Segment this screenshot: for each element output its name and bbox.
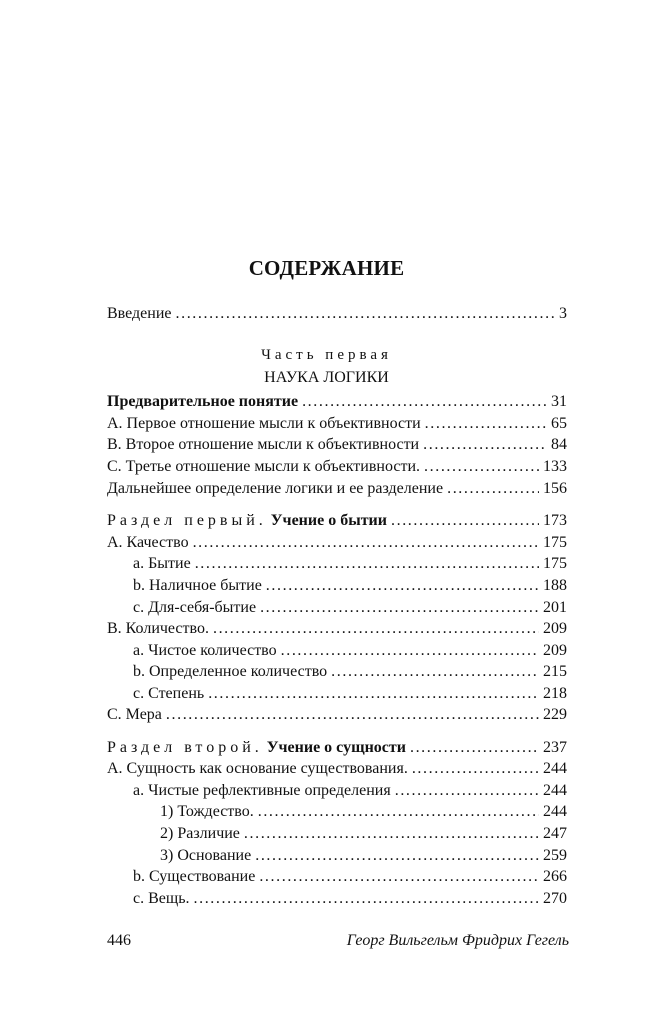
dot-leader <box>259 866 539 888</box>
page-number: 446 <box>107 932 131 949</box>
toc-section-being <box>107 510 567 532</box>
toc-entry-page: 229 <box>543 706 567 723</box>
toc-entry <box>160 823 567 845</box>
dot-leader <box>193 532 539 554</box>
dot-leader <box>424 456 539 478</box>
toc-entry-label: c. Вещь. <box>133 890 190 907</box>
toc-entry-page: 270 <box>543 890 567 907</box>
dot-leader <box>331 661 539 683</box>
toc-entry-label: Предварительное понятие <box>107 393 299 410</box>
toc-entry-page: 209 <box>543 620 567 637</box>
toc-entry-page: 31 <box>551 393 567 410</box>
toc-entry-page: 237 <box>543 739 567 756</box>
toc-entry-page: 84 <box>551 436 567 453</box>
toc-entry-label: b. Существование <box>133 868 256 885</box>
toc-entry <box>107 456 567 478</box>
section-prefix: Раздел первый. <box>107 512 267 529</box>
toc-entry-label: a. Чистые рефлективные определения <box>133 782 391 799</box>
part-heading: Часть первая <box>261 347 392 363</box>
toc-entry <box>107 434 567 456</box>
toc-entry <box>133 888 567 910</box>
toc-entry-label: C. Мера <box>107 706 162 723</box>
toc-entry-label: 2) Различие <box>160 825 240 842</box>
dot-leader <box>213 618 539 640</box>
toc-entry-label: Дальнейшее определение логики и ее разделение <box>107 480 444 497</box>
toc-entry-label: a. Чистое количество <box>133 642 277 659</box>
toc-entry <box>133 640 567 662</box>
toc-section-essence <box>107 737 567 759</box>
toc-entry-label: A. Качество <box>107 534 189 551</box>
toc-entry <box>160 801 567 823</box>
toc-entry-label: A. Сущность как основание существования. <box>107 760 408 777</box>
dot-leader <box>166 704 539 726</box>
dot-leader <box>391 510 539 532</box>
running-footer-author: Георг Вильгельм Фридрих Гегель <box>346 932 569 949</box>
toc-entry-page: 244 <box>543 803 567 820</box>
toc-entry <box>160 845 567 867</box>
toc-entry-page: 266 <box>543 868 567 885</box>
dot-leader <box>244 823 539 845</box>
toc-entry-label: B. Количество. <box>107 620 209 637</box>
toc-entry-page: 209 <box>543 642 567 659</box>
toc-entry <box>107 478 567 500</box>
page-title: СОДЕРЖАНИЕ <box>248 256 405 280</box>
toc-entry-page: 259 <box>543 847 567 864</box>
toc-entry <box>133 553 567 575</box>
dot-leader <box>423 434 547 456</box>
toc-entry <box>133 866 567 888</box>
dot-leader <box>176 303 556 325</box>
toc-entry <box>133 575 567 597</box>
toc-entry-label: a. Бытие <box>133 555 191 572</box>
toc-entry-label: B. Второе отношение мысли к объективности <box>107 436 420 453</box>
toc-entry-label: A. Первое отношение мысли к объективности <box>107 415 421 432</box>
dot-leader <box>302 391 547 413</box>
toc-entry-page: 3 <box>559 305 567 322</box>
dot-leader <box>266 575 539 597</box>
toc-entry-introduction <box>107 303 567 325</box>
dot-leader <box>410 737 539 759</box>
toc-entry <box>133 683 567 705</box>
toc-entry-page: 133 <box>543 458 567 475</box>
toc-entry-label: b. Наличное бытие <box>133 577 262 594</box>
toc-entry-label: 3) Основание <box>160 847 252 864</box>
toc-entry <box>107 618 567 640</box>
toc-entry-page: 201 <box>543 599 567 616</box>
dot-leader <box>208 683 539 705</box>
toc-entry-page: 247 <box>543 825 567 842</box>
dot-leader <box>447 478 539 500</box>
toc-entry <box>107 758 567 780</box>
dot-leader <box>281 640 539 662</box>
section-name: Учение о сущности <box>266 739 406 756</box>
toc-entry <box>133 661 567 683</box>
section-prefix: Раздел второй. <box>107 739 263 756</box>
dot-leader <box>412 758 539 780</box>
toc-entry-label: Введение <box>107 305 172 322</box>
toc-entry <box>133 780 567 802</box>
toc-entry-label: c. Для-себя-бытие <box>133 599 257 616</box>
toc-entry-page: 215 <box>543 663 567 680</box>
toc-entry-page: 175 <box>543 555 567 572</box>
dot-leader <box>260 597 539 619</box>
toc-entry-page: 244 <box>543 782 567 799</box>
toc-entry <box>107 704 567 726</box>
toc-entry-page: 218 <box>543 685 567 702</box>
toc-entry-page: 156 <box>543 480 567 497</box>
dot-leader <box>194 888 540 910</box>
toc-entry-preliminary <box>107 391 567 413</box>
toc-entry-page: 188 <box>543 577 567 594</box>
toc-entry <box>107 532 567 554</box>
toc-entry-label: c. Степень <box>133 685 205 702</box>
toc-entry-label: C. Третье отношение мысли к объективности. <box>107 458 421 475</box>
toc-entry-page: 65 <box>551 415 567 432</box>
toc-entry-page: 173 <box>543 512 567 529</box>
toc-entry-label: 1) Тождество. <box>160 803 254 820</box>
dot-leader <box>395 780 539 802</box>
toc-entry-page: 244 <box>543 760 567 777</box>
toc-entry-label: b. Определенное количество <box>133 663 328 680</box>
dot-leader <box>258 801 539 823</box>
toc-entry <box>133 597 567 619</box>
section-name: Учение о бытии <box>270 512 387 529</box>
toc-entry-page: 175 <box>543 534 567 551</box>
toc-entry <box>107 413 567 435</box>
part-title: НАУКА ЛОГИКИ <box>264 369 389 386</box>
dot-leader <box>255 845 539 867</box>
dot-leader <box>195 553 539 575</box>
dot-leader <box>425 413 547 435</box>
